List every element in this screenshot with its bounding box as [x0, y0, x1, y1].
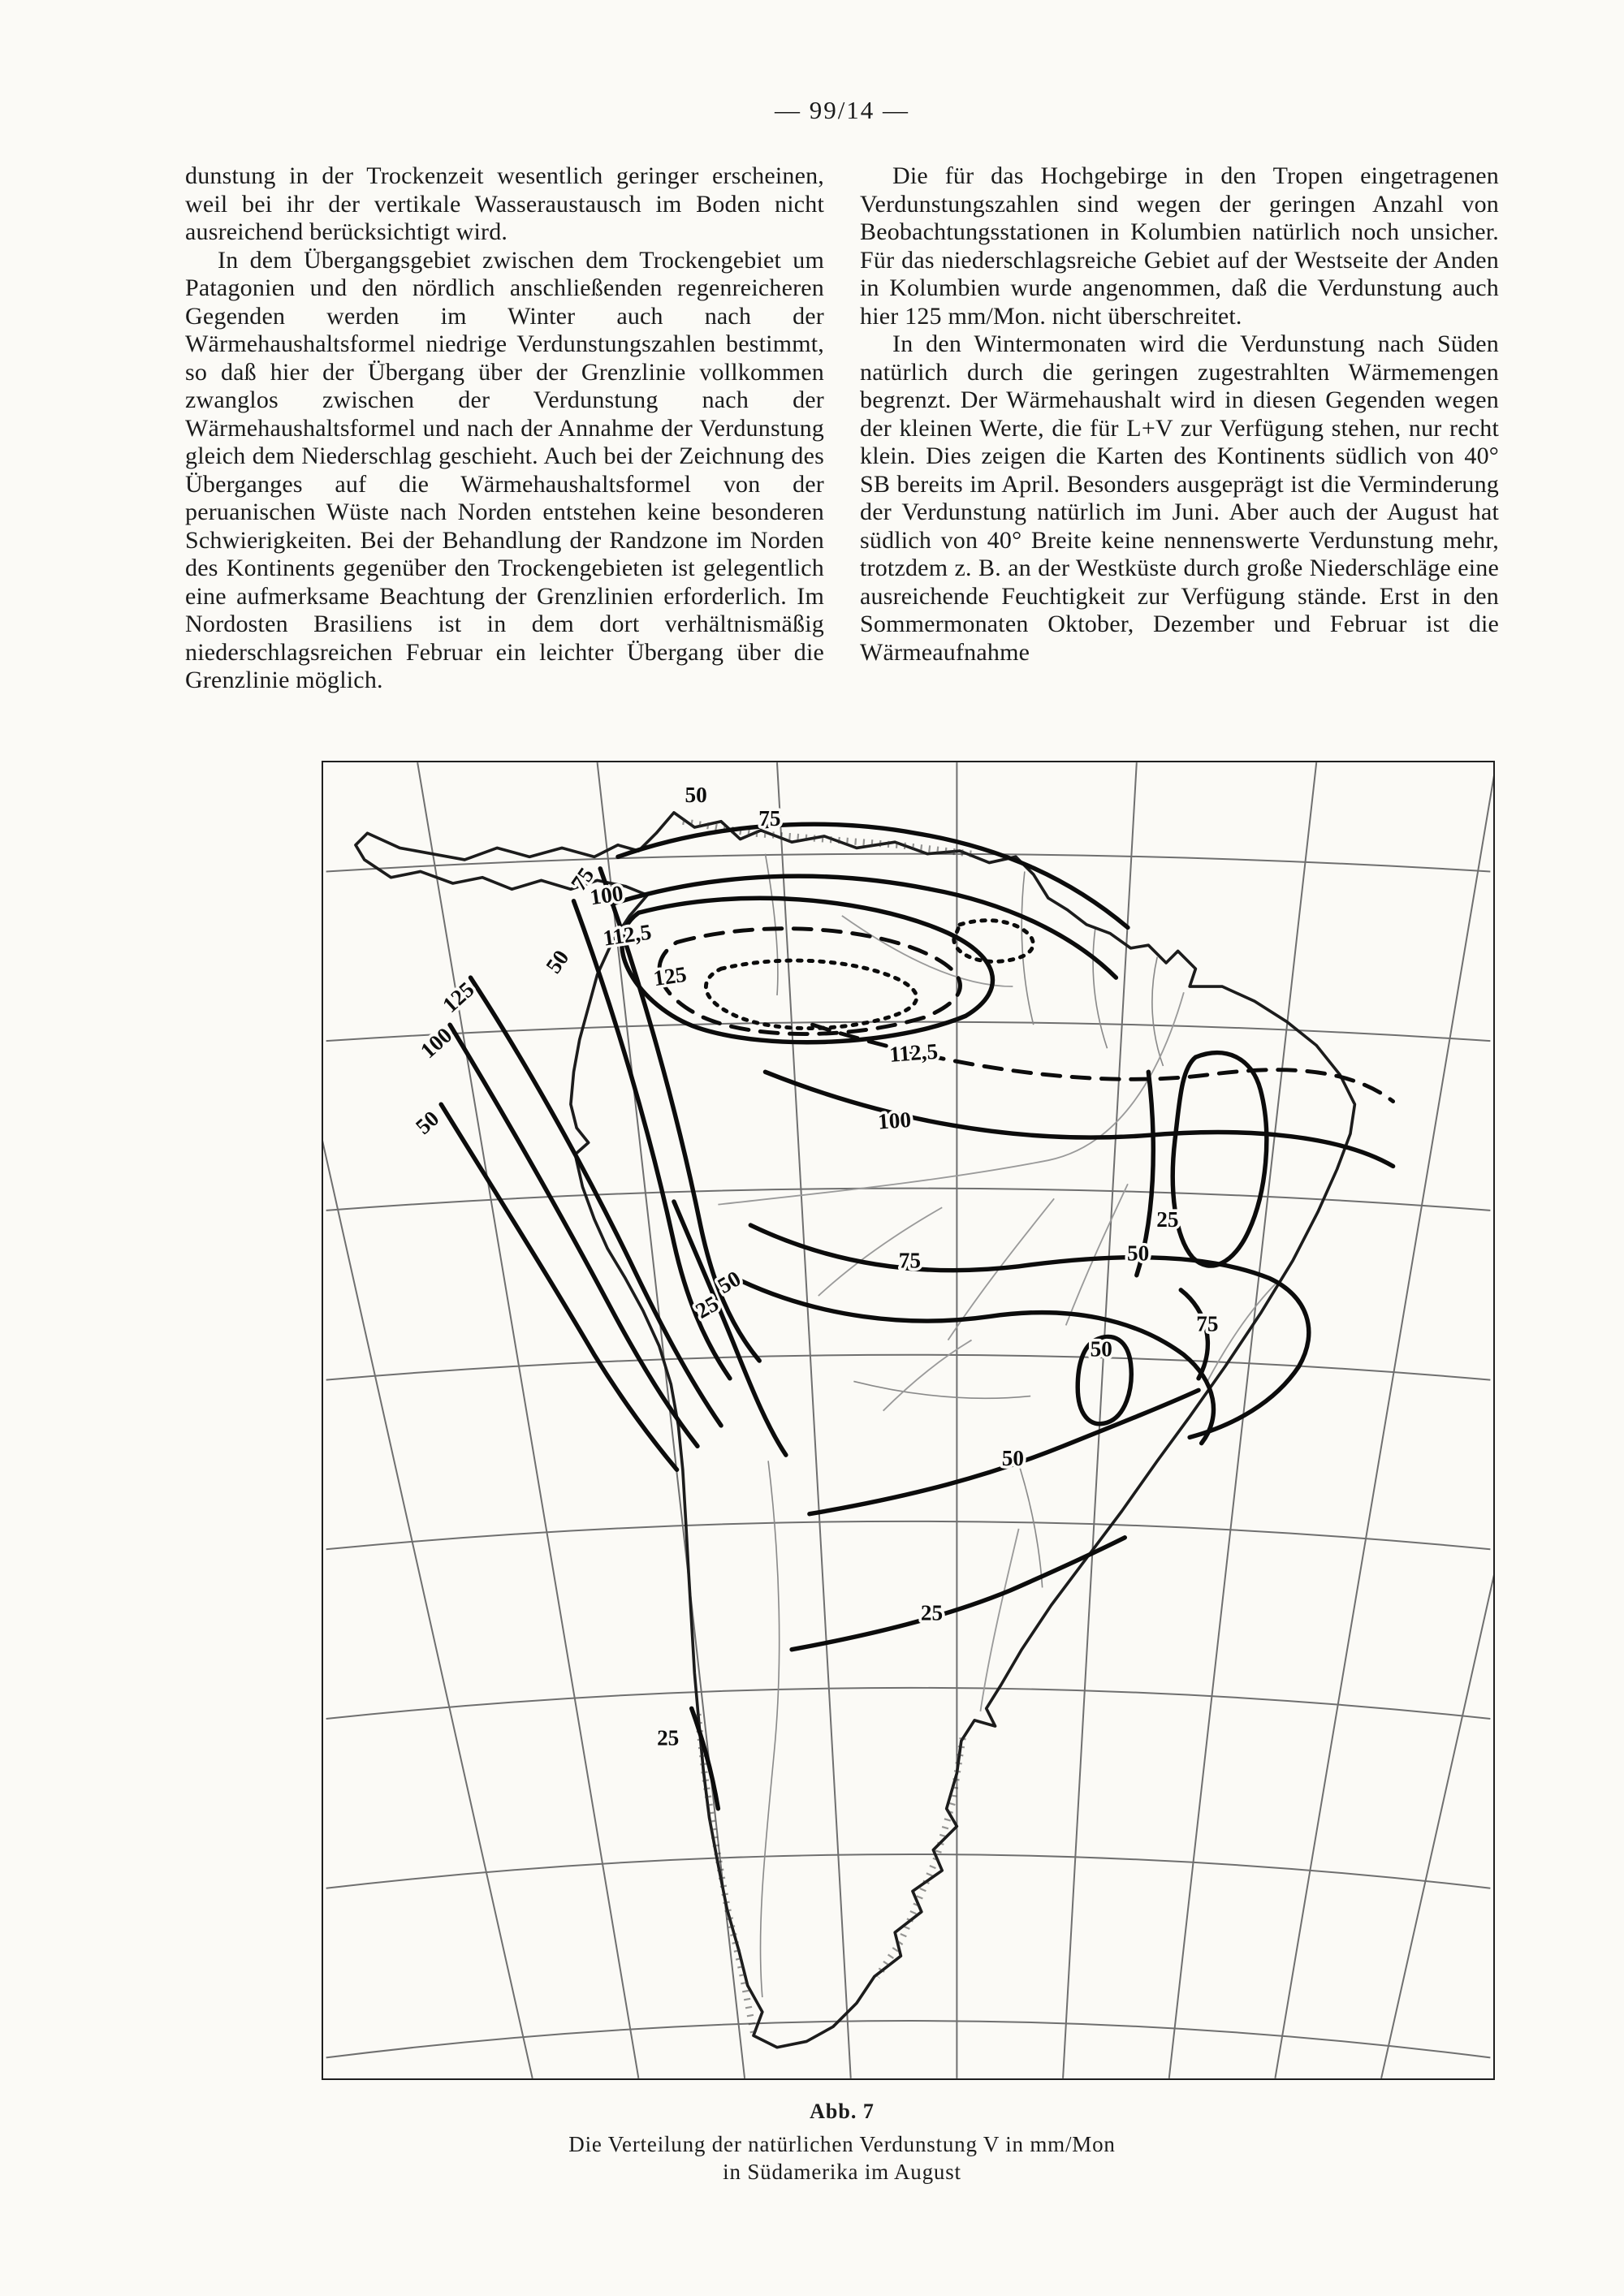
contour-label: 25: [920, 1600, 944, 1625]
contour-112-nw-loop: [659, 929, 960, 1034]
left-column: [185, 162, 824, 695]
contour-75-mid: [750, 1225, 1308, 1437]
contour-label: 112,5: [601, 919, 654, 951]
contour-25-east-loop: [1173, 1053, 1267, 1266]
contour-25-lower: [792, 1538, 1125, 1650]
contour-label: 75: [898, 1248, 921, 1273]
contour-label: 112,5: [888, 1038, 939, 1067]
contour-label: 100: [877, 1107, 912, 1134]
map-figure: [322, 761, 1495, 2080]
contour-label: 75: [758, 806, 781, 831]
contour-label: 100: [588, 880, 625, 910]
paragraph: dunstung in der Trockenzeit wesentlich geringer erscheinen, weil bei ihr der vertikale Wasseraustausch im Boden nicht ausreichend berücksichtigt wird.: [185, 162, 824, 245]
contour-75-north: [612, 876, 1116, 978]
paragraph: Die für das Hochgebirge in den Tropen eingetragenen Verdunstungszahlen sind wegen der geringen Anzahl von Beobachtungsstationen in Kolumbien natürlich noch unsicher. Für das niederschlagsreiche Gebiet auf der Westseite der Anden in Kolumbien wurde angenommen, daß die Verdunstung auch hier 125 mm/Mon. nicht überschreitet.: [860, 162, 1499, 330]
paragraph: In den Wintermonaten wird die Verdunstung nach Süden natürlich durch die geringen zugestrahlten Wärmemengen begrenzt. Der Wärmehaushalt wird in diesen Gegenden wegen der kleinen Werte, die für L+V zur Verfügung stehen, nur recht klein. Dies zeigen die Karten des Kontinents südlich von 40° SB bereits im April. Besonders ausgeprägt ist die Verminderung der Verdunstung natürlich im Juni. Aber auch der August hat südlich von 40° Breite keine nennenswerte Verdunstung mehr, trotzdem z. B. an der Westküste durch große Niederschläge eine ausreichende Feuchtigkeit zur Verfügung stände. Erst in den Sommermonaten Oktober, Dezember und Februar ist die Wärmeaufnahme: [860, 330, 1499, 666]
page-number: — 99/14 —: [774, 96, 910, 124]
contour-label: 125: [651, 961, 689, 991]
figure-caption: [185, 2100, 1499, 2186]
contour-100-mid: [765, 1072, 1393, 1166]
right-column: [860, 162, 1499, 695]
contour-lines: [441, 824, 1393, 1808]
contour-label: 50: [713, 1266, 745, 1299]
contour-125-nw-loop: [706, 960, 916, 1029]
contour-label: 25: [1156, 1206, 1179, 1232]
contour-label: 50: [1127, 1241, 1150, 1266]
contour-label: 50: [411, 1106, 444, 1139]
text-columns: [185, 162, 1499, 695]
contour-25-peru-coast: [674, 1202, 786, 1455]
contour-50-mid: [741, 1281, 1213, 1444]
coastline: [356, 813, 1354, 2048]
paragraph: In dem Übergangsgebiet zwischen dem Trockengebiet um Patagonien und den nördlich anschließenden regenreicheren Gegenden werden im Winter auch nach der Wärmehaushaltsformel niedrige Verdunstungszahlen bestimmt, so daß hier der Übergang über der Grenzlinie vollkommen zwanglos zwischen der Verdunstung nach der Wärmehaushaltsformel und nach der Annahme der Verdunstung gleich dem Niederschlag geschieht. Auch bei der Zeichnung des Überganges auf die Wärmehaushaltsformel von der peruanischen Wüste nach Norden entstehen keine besonderen Schwierigkeiten. Bei der Behandlung der Randzone im Norden des Kontinents gegenüber den Trockengebieten ist gelegentlich eine aufmerksame Beachtung der Grenzlinien erforderlich. Im Nordosten Brasiliens ist in dem dort verhältnismäßig niederschlagsreichen Februar ein leichter Übergang über die Grenzlinie möglich.: [185, 246, 824, 693]
contour-label: 75: [1196, 1311, 1219, 1336]
contour-label: 50: [1001, 1445, 1024, 1470]
caption-line: Die Verteilung der natürlichen Verdunstung V in mm/Mon: [568, 2132, 1116, 2156]
caption-label: Abb. 7: [810, 2100, 875, 2123]
contour-label: 125: [438, 977, 479, 1018]
contour-label: 100: [415, 1022, 457, 1064]
contour-label: 25: [691, 1291, 723, 1323]
contour-label: 25: [657, 1725, 680, 1750]
contour-label: 50: [1090, 1336, 1112, 1362]
contour-label: 50: [685, 783, 707, 808]
contour-label: 75: [566, 863, 599, 896]
caption-line: in Südamerika im August: [723, 2160, 961, 2184]
graticule: [323, 762, 1493, 2078]
south-america-map: [323, 762, 1493, 2078]
contour-label: 50: [541, 945, 574, 978]
